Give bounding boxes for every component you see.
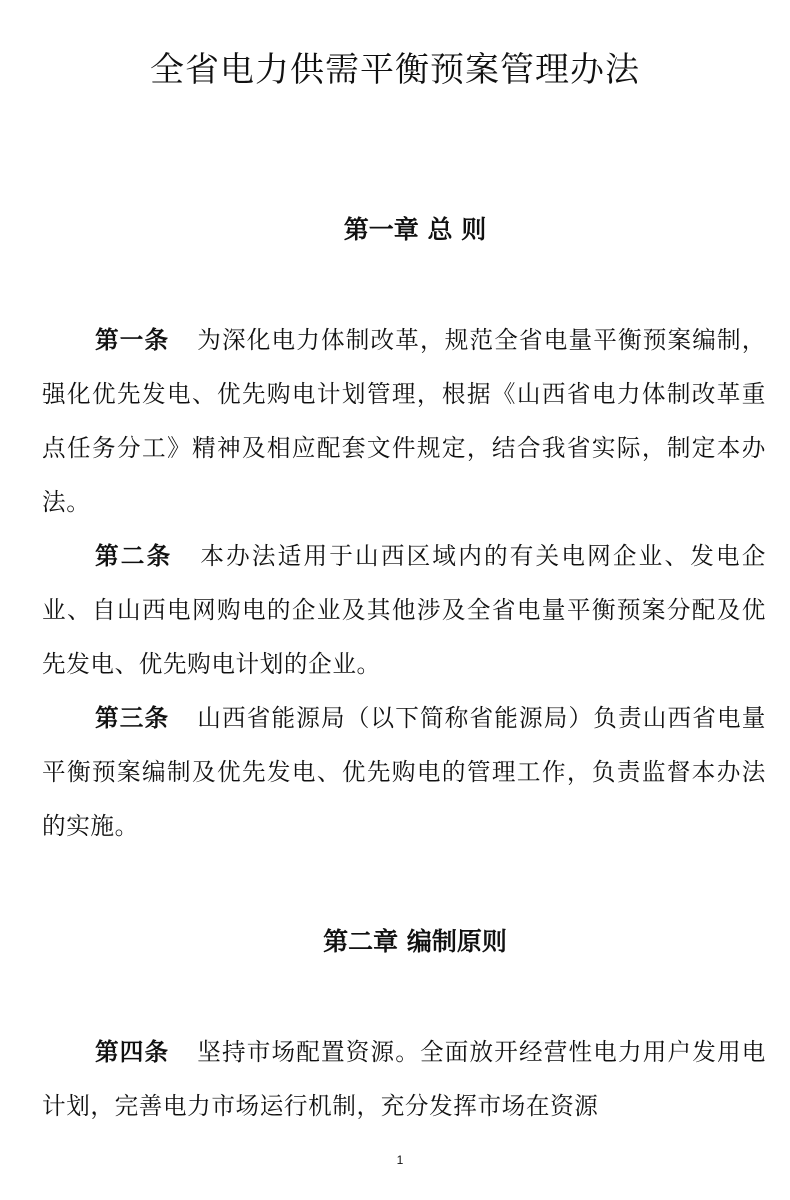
chapter-heading-1: 第一章 总 则 [343, 215, 487, 244]
article-1 [42, 313, 766, 529]
article-text: 为深化电力体制改革，规范全省电量平衡预案编制，强化优先发电、优先购电计划管理，根据《山西省电力体制改革重点任务分工》精神及相应配套文件规定，结合我省实际，制定本办法。 [42, 326, 766, 516]
page-number: 1 [396, 1153, 404, 1167]
article-2 [42, 529, 766, 691]
article-4 [42, 1025, 766, 1133]
article-label: 第二条 [95, 542, 173, 570]
article-label: 第一条 [95, 326, 170, 354]
document-title: 全省电力供需平衡预案管理办法 [150, 50, 640, 90]
article-text: 山西省能源局（以下简称省能源局）负责山西省电量平衡预案编制及优先发电、优先购电的管理工作，负责监督本办法的实施。 [42, 704, 766, 840]
chapter-heading-2: 第二章 编制原则 [323, 927, 507, 956]
article-text: 本办法适用于山西区域内的有关电网企业、发电企业、自山西电网购电的企业及其他涉及全省电量平衡预案分配及优先发电、优先购电计划的企业。 [42, 542, 766, 678]
article-3 [42, 691, 766, 853]
article-label: 第四条 [95, 1038, 170, 1066]
article-label: 第三条 [95, 704, 170, 732]
article-text: 坚持市场配置资源。全面放开经营性电力用户发用电计划，完善电力市场运行机制，充分发挥市场在资源 [42, 1038, 766, 1120]
